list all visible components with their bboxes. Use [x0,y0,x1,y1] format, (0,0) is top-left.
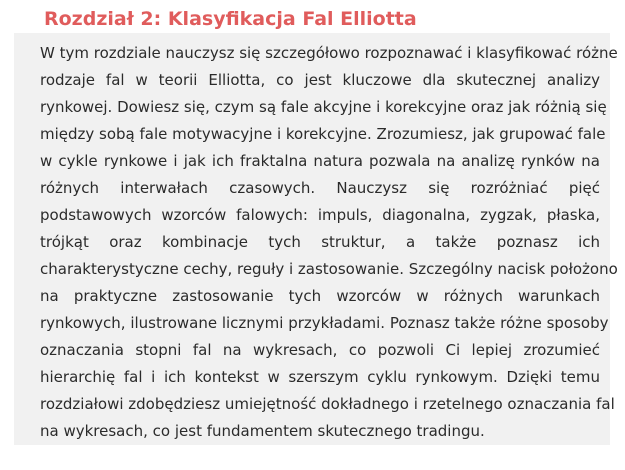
paragraph-line: charakterystyczne cechy, reguły i zastosowanie. Szczególny nacisk położono [40,260,618,278]
paragraph-line: trójkąt oraz kombinacje tych struktur, a także poznasz ich [40,233,600,251]
paragraph-line: rynkowej. Dowiesz się, czym są fale akcyjne i korekcyjne oraz jak różnią się [40,98,607,116]
paragraph-line: między sobą fale motywacyjne i korekcyjne. Zrozumiesz, jak grupować fale [40,125,606,143]
paragraph-line: rozdziałowi zdobędziesz umiejętność dokładnego i rzetelnego oznaczania fal [40,395,615,413]
paragraph-line: W tym rozdziale nauczysz się szczegółowo rozpoznawać i klasyfikować różne [40,44,618,62]
paragraph-line: na wykresach, co jest fundamentem skutecznego tradingu. [40,422,485,440]
paragraph-line: rodzaje fal w teorii Elliotta, co jest kluczowe dla skutecznej analizy [40,71,600,89]
paragraph-line: w cykle rynkowe i jak ich fraktalna natura pozwala na analizę rynków na [40,152,600,170]
paragraph-line: różnych interwałach czasowych. Nauczysz się rozróżniać pięć [40,179,600,197]
paragraph-line: hierarchię fal i ich kontekst w szerszym cyklu rynkowym. Dzięki temu [40,368,600,386]
chapter-title: Rozdział 2: Klasyfikacja Fal Elliotta [44,8,417,30]
paragraph-line: rynkowych, ilustrowane licznymi przykładami. Poznasz także różne sposoby [40,314,609,332]
paragraph-line: na praktyczne zastosowanie tych wzorców w różnych warunkach [40,287,600,305]
chapter-intro-panel [14,33,618,445]
paragraph-line: oznaczania stopni fal na wykresach, co pozwoli Ci lepiej zrozumieć [40,341,600,359]
paragraph-line: podstawowych wzorców falowych: impuls, diagonalna, zygzak, płaska, [40,206,600,224]
